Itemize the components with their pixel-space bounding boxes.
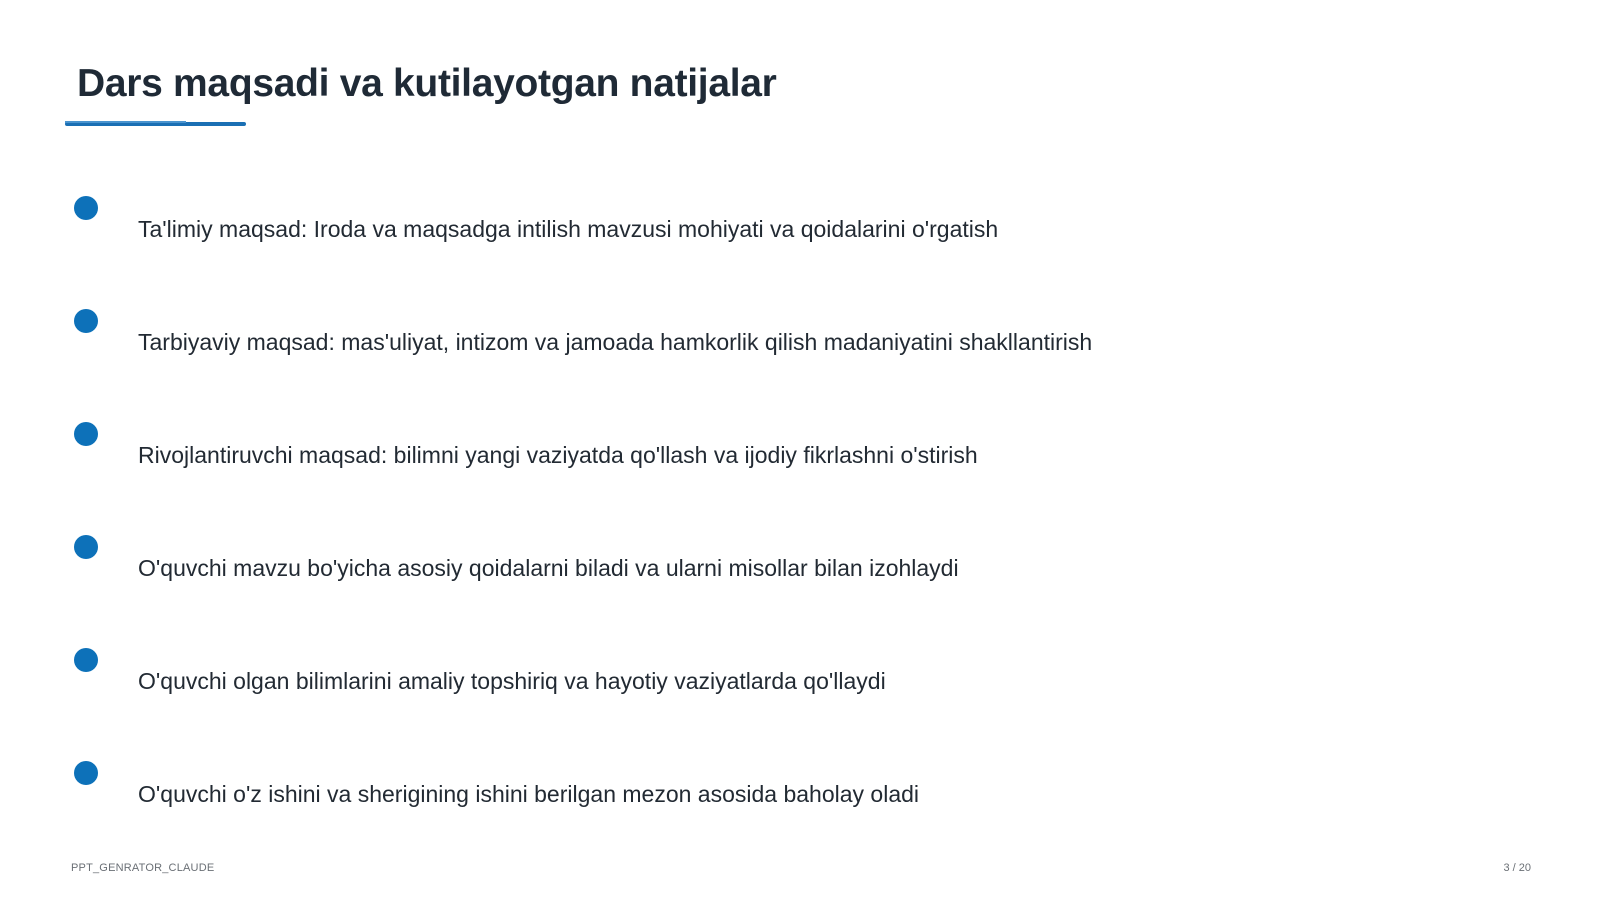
bullet-dot-icon xyxy=(74,648,98,672)
bullet-dot-icon xyxy=(74,535,98,559)
bullet-item xyxy=(0,761,1600,841)
bullet-item xyxy=(0,422,1600,502)
bullet-text: Tarbiyaviy maqsad: mas'uliyat, intizom va jamoada hamkorlik qilish madaniyatini shakllantirish xyxy=(138,329,1093,355)
footer-page-number: 3 / 20 xyxy=(1503,862,1531,874)
bullet-text: O'quvchi olgan bilimlarini amaliy topshiriq va hayotiy vaziyatlarda qo'llaydi xyxy=(138,668,886,694)
bullet-item xyxy=(0,648,1600,728)
bullet-text: O'quvchi o'z ishini va sherigining ishini berilgan mezon asosida baholay oladi xyxy=(138,781,920,807)
bullet-dot-icon xyxy=(74,196,98,220)
bullet-text: Rivojlantiruvchi maqsad: bilimni yangi vaziyatda qo'llash va ijodiy fikrlashni o'stirish xyxy=(138,442,978,468)
slide-title: Dars maqsadi va kutilayotgan natijalar xyxy=(77,62,777,105)
bullet-dot-icon xyxy=(74,309,98,333)
bullet-text: O'quvchi mavzu bo'yicha asosiy qoidalarni biladi va ularni misollar bilan izohlaydi xyxy=(138,555,959,581)
bullet-item xyxy=(0,309,1600,389)
bullet-dot-icon xyxy=(74,761,98,785)
bullet-item xyxy=(0,535,1600,615)
footer-source-label: PPT_GENRATOR_CLAUDE xyxy=(71,862,215,874)
bullet-text: Ta'limiy maqsad: Iroda va maqsadga intilish mavzusi mohiyati va qoidalarini o'rgatish xyxy=(138,216,999,242)
bullet-dot-icon xyxy=(74,422,98,446)
bullet-item xyxy=(0,196,1600,276)
